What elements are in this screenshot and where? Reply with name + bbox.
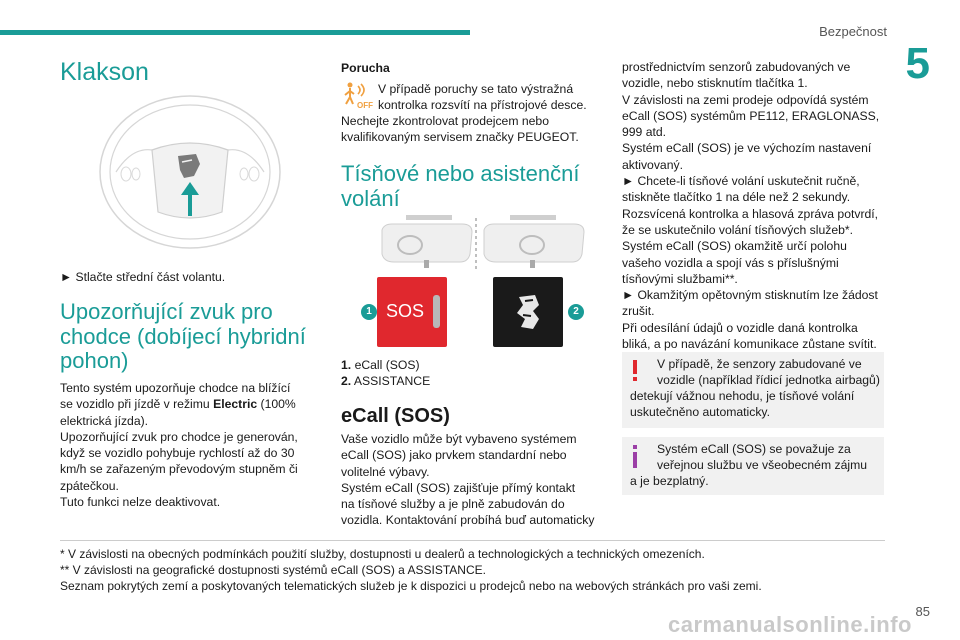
sos-button[interactable] bbox=[377, 277, 447, 347]
header-accent-bar bbox=[0, 30, 470, 35]
peugeot-lion-icon bbox=[505, 289, 551, 335]
fault-title: Porucha bbox=[341, 61, 390, 75]
list-item: 2. ASSISTANCE bbox=[341, 374, 431, 389]
assistance-button[interactable] bbox=[493, 277, 563, 347]
footnote-divider bbox=[60, 540, 885, 541]
callout-1: 1 bbox=[361, 304, 377, 320]
ecall-title: eCall (SOS) bbox=[341, 405, 450, 427]
fault-line-1: V případě poruchy se tato výstražná bbox=[378, 82, 574, 96]
klakson-step: ► Stlačte střední část volantu. bbox=[60, 270, 226, 284]
watermark: carmanualsonline.info bbox=[668, 612, 912, 637]
klakson-title: Klakson bbox=[60, 58, 149, 86]
chapter-title: Bezpečnost bbox=[819, 24, 887, 39]
fault-line-4: kvalifikovaným servisem značky PEUGEOT. bbox=[341, 130, 579, 144]
footnote-1: * V závislosti na obecných podmínkách použití služby, dostupnosti u dealerů a technologických a technických omezeních. bbox=[60, 547, 705, 561]
footnote-2: ** V závislosti na geografické dostupnosti systémů eCall (SOS) a ASSISTANCE. bbox=[60, 563, 486, 577]
pedestrian-alert-off-icon bbox=[341, 80, 373, 110]
fault-line-2: kontrolka rozsvítí na přístrojové desce. bbox=[378, 98, 587, 112]
fault-line-3: Nechejte zkontrolovat prodejcem nebo bbox=[341, 114, 549, 128]
emergency-title: Tísňové nebo asistenční volání bbox=[341, 161, 580, 211]
pedestrian-title: Upozorňující zvuk pro chodce (dobíjecí hybridní pohon) bbox=[60, 299, 306, 374]
chapter-number: 5 bbox=[905, 39, 930, 88]
callout-2: 2 bbox=[568, 304, 584, 320]
lamp-off-label: OFF bbox=[357, 101, 373, 110]
pedestrian-text: Tento systém upozorňuje chodce na blížící se vozidlo při jízdě v režimu Electric (100% elektrická jízda). Upozorňující zvuk pro chodce je generován, když se vozidlo pohybuje rychlostí až do 30 km/h se zařazeným převodovým stupněm či zpátečkou. Tuto funkci nelze deaktivovat. bbox=[60, 381, 298, 510]
list-item: 1. eCall (SOS) bbox=[341, 358, 420, 372]
page-number: 85 bbox=[915, 604, 930, 619]
info-icon bbox=[632, 445, 638, 473]
ecall-text: Vaše vozidlo může být vybaveno systémem eCall (SOS) jako prvkem standardní nebo volitelné výbavy. Systém eCall (SOS) zajišťuje přímý kontakt na tísňové služby a je plně zabudován do vozidla. Kontaktování probíhá buď automaticky bbox=[341, 432, 595, 528]
footnote-3: Seznam pokrytých zemí a poskytovaných telematických služeb je k dispozici u prodejců nebo na webových stránkách pro vaši zemi. bbox=[60, 579, 762, 593]
warning-icon bbox=[632, 360, 638, 378]
sos-button-led bbox=[433, 295, 440, 328]
mirror-illustration bbox=[380, 214, 590, 270]
sos-button-label: SOS bbox=[386, 301, 425, 321]
warning-note: V případě, že senzory zabudované ve vozidle (například řídicí jednotka airbagů) detekují vážnou nehodu, je tísňové volání uskutečněno automaticky. bbox=[622, 352, 884, 428]
button-list bbox=[341, 357, 430, 390]
info-note: Systém eCall (SOS) se považuje za veřejnou službu ve všeobecném zájmu a je bezplatný. bbox=[622, 437, 884, 495]
steering-wheel-illustration bbox=[92, 92, 288, 252]
ecall-continued-text: prostřednictvím senzorů zabudovaných ve vozidle, nebo stisknutím tlačítka 1. V závislosti na zemi prodeje odpovídá systém eCall (SOS) systémům PE112, ERAGLONASS, 999 atd. Systém eCall (SOS) je ve výchozím nastavení aktivovaný. ► Chcete-li tísňové volání uskutečnit ručně, stiskněte tlačítko 1 na déle než 2 sekundy. Rozsvícená kontrolka a hlasová zpráva potvrdí, že se uskutečnilo volání tísňových služeb*. Systém eCall (SOS) okamžitě určí polohu vašeho vozidla a spojí vás s příslušnými tísňovými službami**. ► Okamžitým opětovným stisknutím lze žádost zrušit. Při odesílání údajů o vozidle daná kontrolka bliká, a po navázání komunikace zůstane svítit. bbox=[622, 60, 880, 352]
